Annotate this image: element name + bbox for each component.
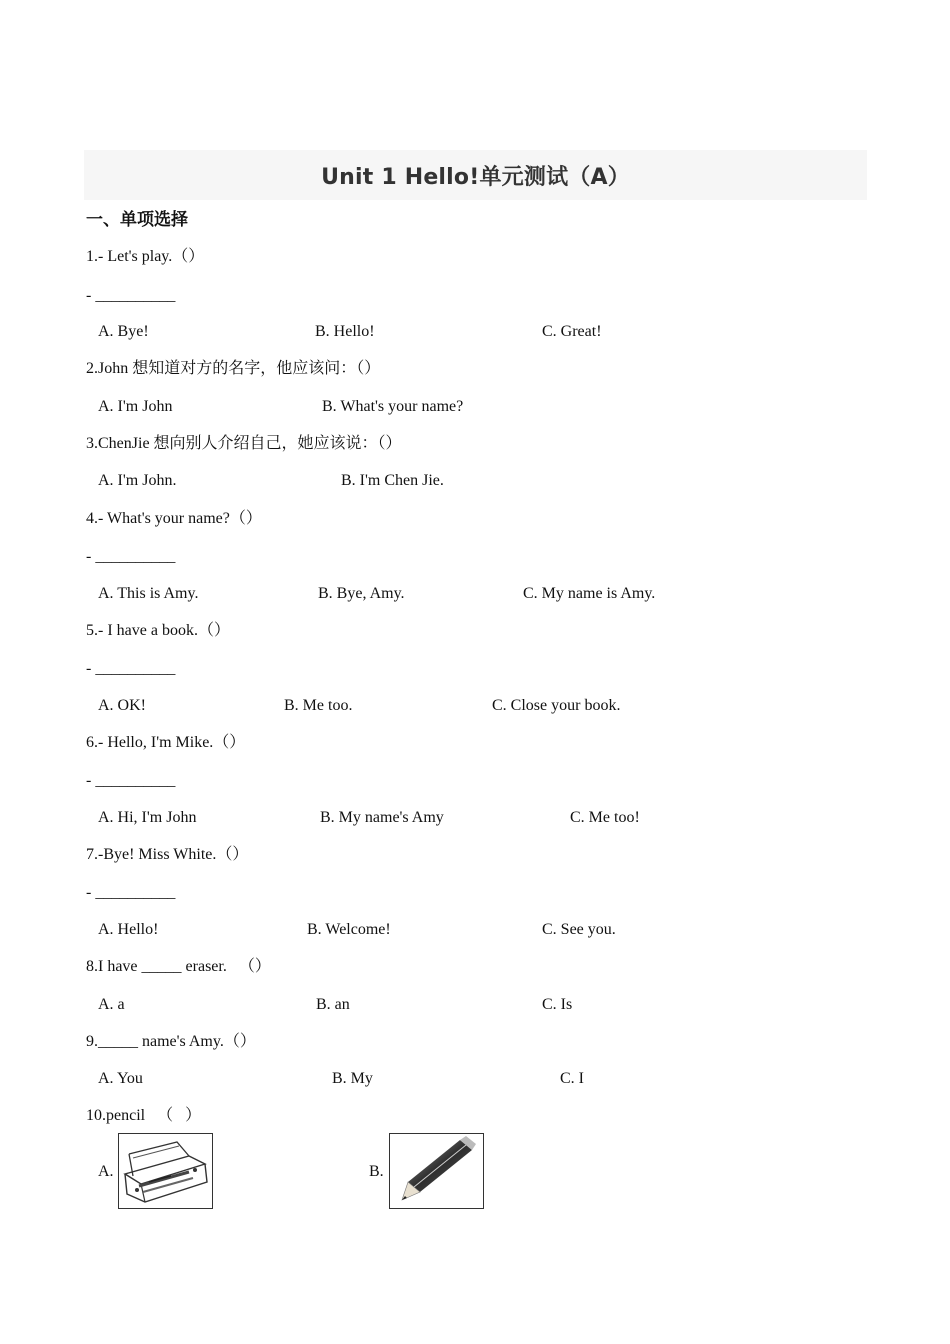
answer-blank: - __________ bbox=[86, 287, 176, 304]
question-stem: 9._____ name's Amy.（） bbox=[86, 1033, 256, 1050]
option-b[interactable]: B. I'm Chen Jie. bbox=[341, 472, 444, 489]
option-b[interactable]: B. Bye, Amy. bbox=[318, 585, 405, 602]
answer-blank: - __________ bbox=[86, 548, 176, 565]
pencil-case-image[interactable] bbox=[118, 1133, 213, 1209]
option-b[interactable]: B. an bbox=[316, 996, 350, 1013]
option-b[interactable]: B. Me too. bbox=[284, 697, 353, 714]
question-stem: 5.- I have a book.（） bbox=[86, 622, 230, 639]
option-a[interactable]: A. bbox=[98, 1163, 114, 1180]
option-c[interactable]: C. I bbox=[560, 1070, 584, 1087]
question-stem: 2.John 想知道对方的名字，他应该问：（） bbox=[86, 360, 381, 377]
option-a[interactable]: A. I'm John. bbox=[98, 472, 177, 489]
question-stem: 8.I have _____ eraser. （） bbox=[86, 958, 271, 975]
answer-blank: - __________ bbox=[86, 660, 176, 677]
option-b[interactable]: B. My bbox=[332, 1070, 373, 1087]
question-stem: 1.- Let's play.（） bbox=[86, 248, 205, 265]
option-c[interactable]: C. Is bbox=[542, 996, 573, 1013]
option-a[interactable]: A. I'm John bbox=[98, 398, 173, 415]
option-c[interactable]: C. My name is Amy. bbox=[523, 585, 656, 602]
option-a[interactable]: A. a bbox=[98, 996, 125, 1013]
pencil-case-icon bbox=[119, 1134, 212, 1208]
question-stem: 4.- What's your name?（） bbox=[86, 510, 262, 527]
option-a[interactable]: A. Bye! bbox=[98, 323, 149, 340]
question-stem: 10.pencil （ ） bbox=[86, 1107, 202, 1124]
question-stem: 7.-Bye! Miss White.（） bbox=[86, 846, 249, 863]
option-b[interactable]: B. My name's Amy bbox=[320, 809, 444, 826]
option-c[interactable]: C. Close your book. bbox=[492, 697, 621, 714]
option-b[interactable]: B. bbox=[369, 1163, 384, 1180]
title-band bbox=[84, 150, 867, 200]
pencil-icon bbox=[390, 1134, 483, 1208]
page-title: Unit 1 Hello!单元测试（A） bbox=[321, 164, 630, 190]
answer-blank: - __________ bbox=[86, 884, 176, 901]
pencil-image[interactable] bbox=[389, 1133, 484, 1209]
option-b[interactable]: B. Welcome! bbox=[307, 921, 391, 938]
answer-blank: - __________ bbox=[86, 772, 176, 789]
option-a[interactable]: A. OK! bbox=[98, 697, 146, 714]
option-a[interactable]: A. You bbox=[98, 1070, 143, 1087]
option-c[interactable]: C. Great! bbox=[542, 323, 602, 340]
option-a[interactable]: A. This is Amy. bbox=[98, 585, 199, 602]
option-c[interactable]: C. Me too! bbox=[570, 809, 640, 826]
question-stem: 3.ChenJie 想向别人介绍自己，她应该说：（） bbox=[86, 435, 402, 452]
option-a[interactable]: A. Hello! bbox=[98, 921, 159, 938]
option-b[interactable]: B. Hello! bbox=[315, 323, 375, 340]
option-a[interactable]: A. Hi, I'm John bbox=[98, 809, 197, 826]
option-b[interactable]: B. What's your name? bbox=[322, 398, 464, 415]
section-heading: 一、单项选择 bbox=[86, 210, 188, 230]
option-c[interactable]: C. See you. bbox=[542, 921, 616, 938]
question-stem: 6.- Hello, I'm Mike.（） bbox=[86, 734, 246, 751]
